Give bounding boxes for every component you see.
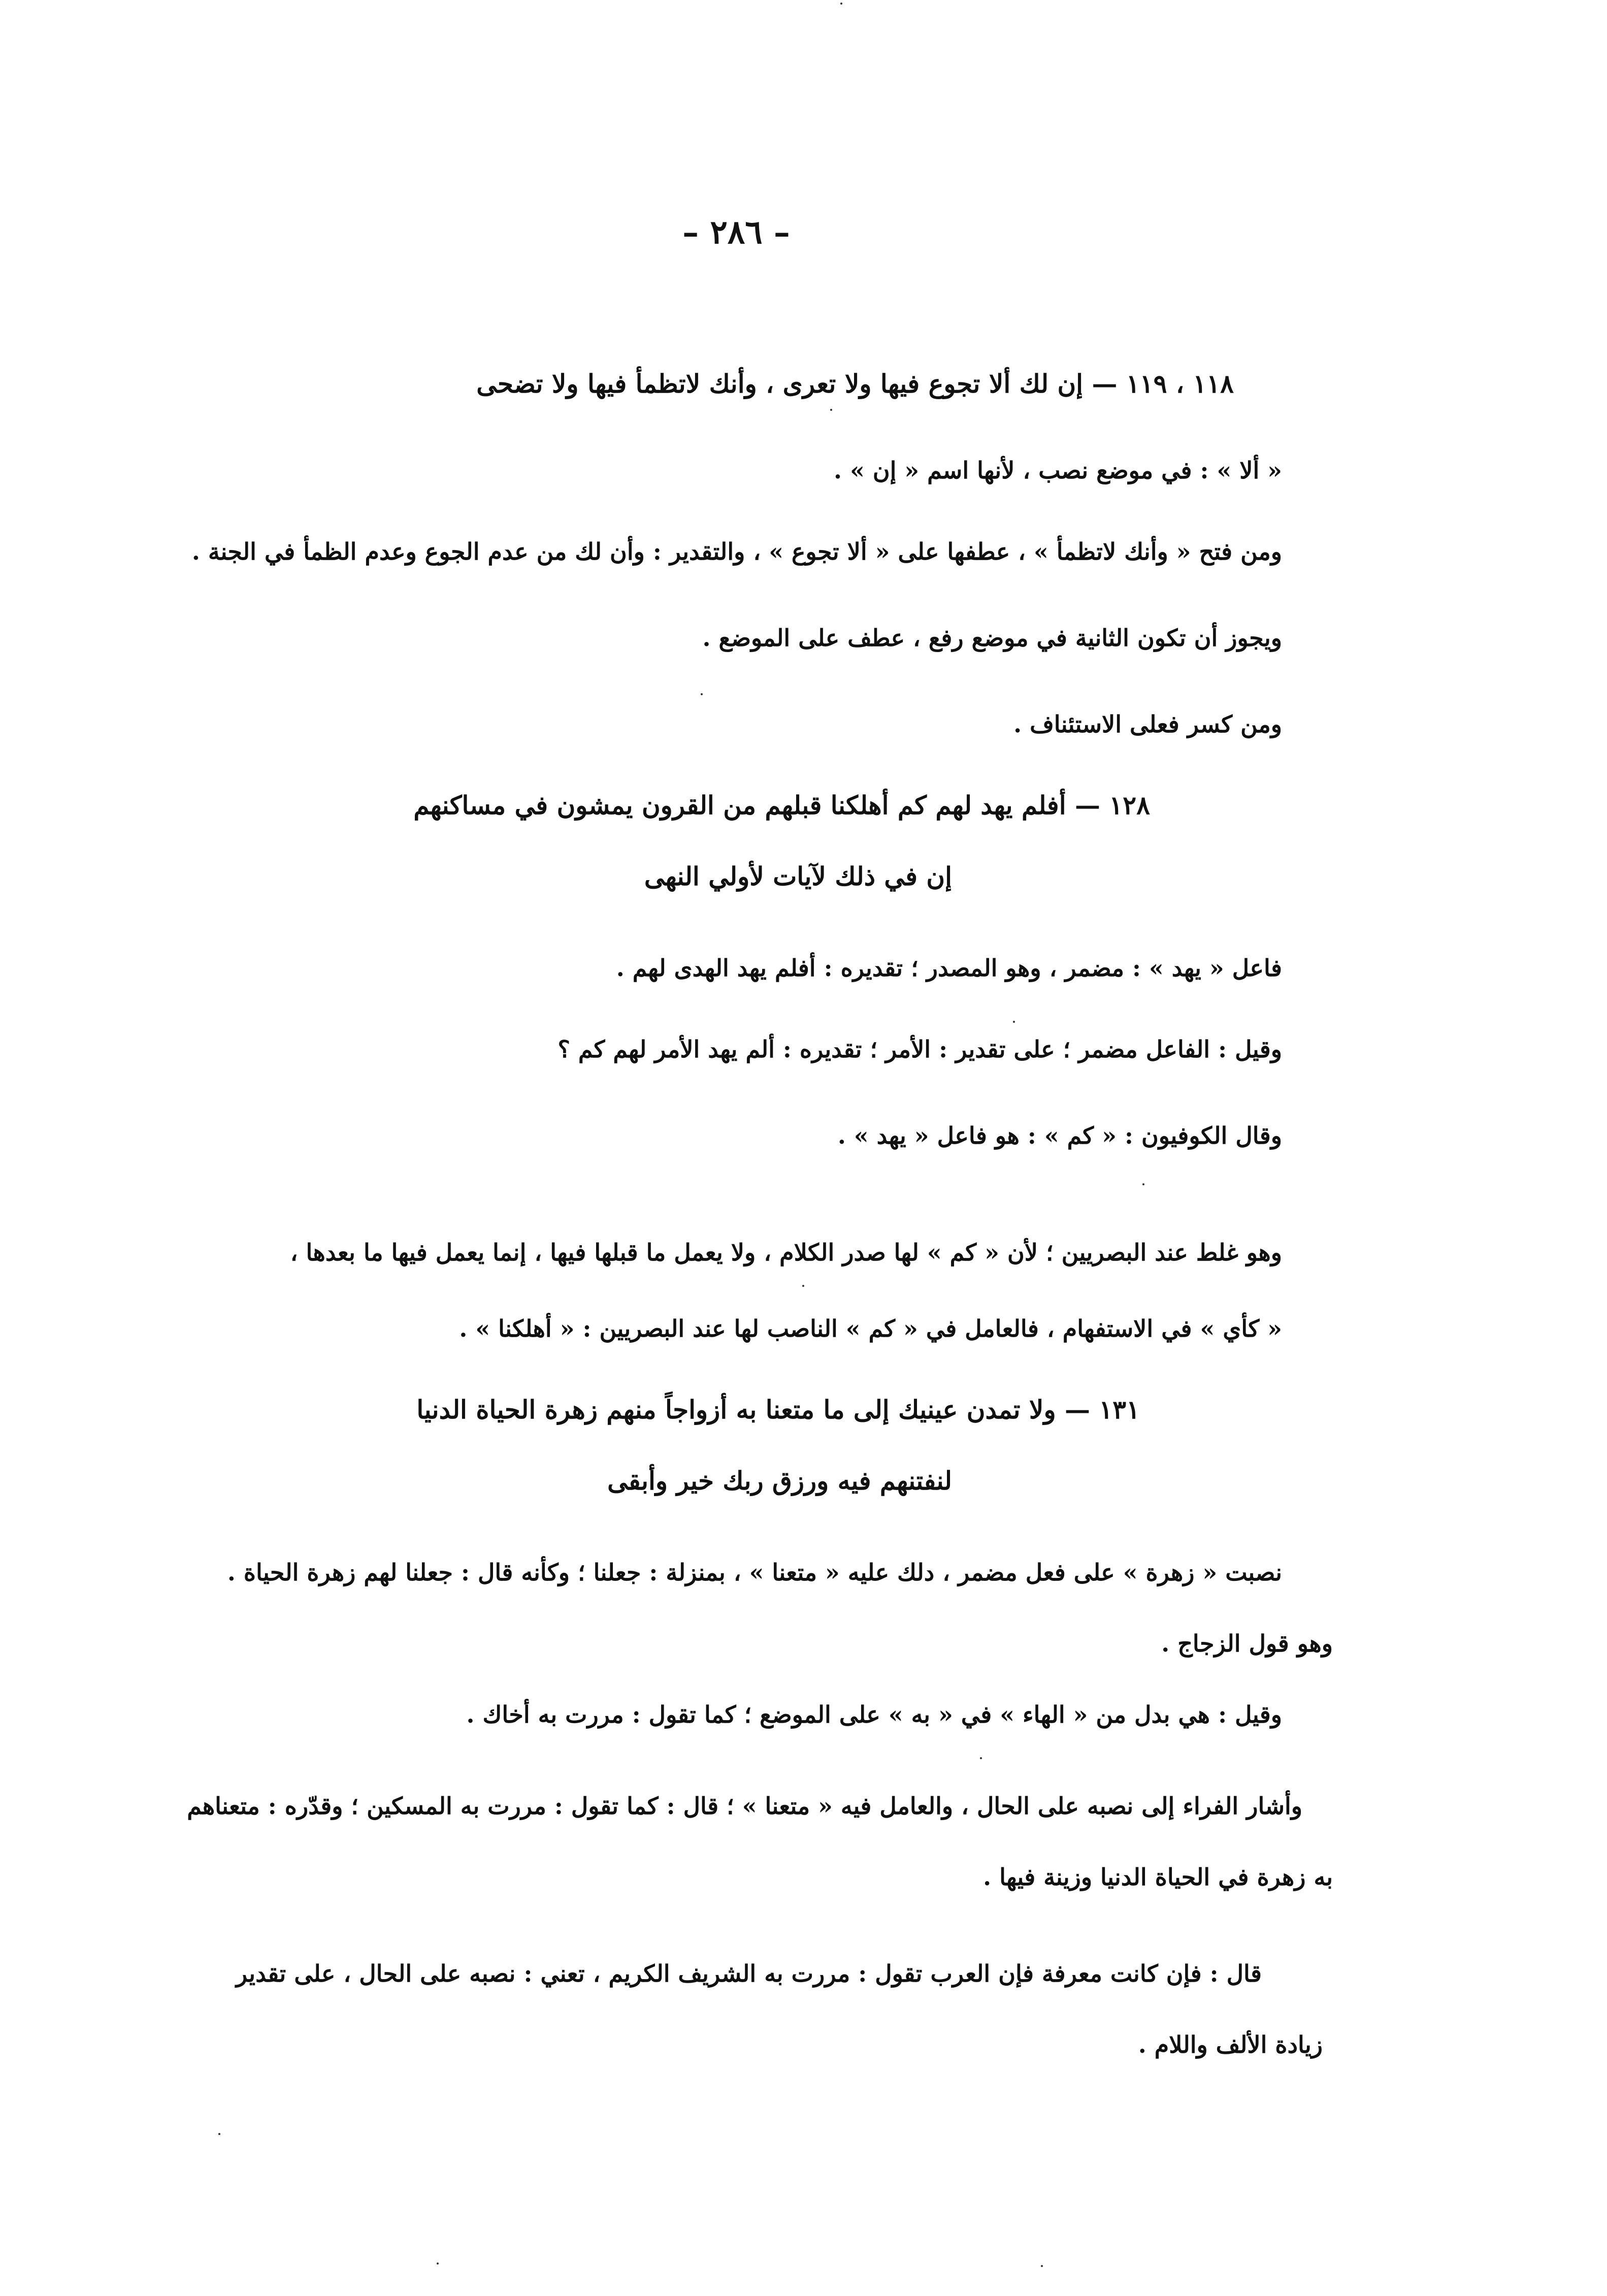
verse-128-continuation: إن في ذلك لآيات لأولي النهى	[644, 861, 952, 891]
paragraph-line: فاعل « يهد » : مضمر ، وهو المصدر ؛ تقديره : أفلم يهد الهدى لهم .	[616, 954, 1282, 982]
verse-128: ١٢٨ — أفلم يهد لهم كم أهلكنا قبلهم من القرون يمشون في مساكنهم	[413, 790, 1150, 820]
verse-131-continuation: لنفتنهم فيه ورزق ربك خير وأبقى	[607, 1466, 952, 1496]
paragraph-line: قال : فإن كانت معرفة فإن العرب تقول : مررت به الشريف الكريم ، تعني : نصبه على الحال ، على تقدير	[236, 1960, 1262, 1987]
scan-speck	[701, 693, 703, 695]
paragraph-line: به زهرة في الحياة الدنيا وزينة فيها .	[983, 1863, 1333, 1891]
verse-131: ١٣١ — ولا تمدن عينيك إلى ما متعنا به أزواجاً منهم زهرة الحياة الدنيا	[416, 1395, 1140, 1425]
scan-speck	[1041, 2265, 1043, 2267]
scan-speck	[218, 2133, 220, 2135]
paragraph-line: زيادة الألف واللام .	[1138, 2031, 1323, 2058]
paragraph-line: وأشار الفراء إلى نصبه على الحال ، والعامل فيه « متعنا » ؛ قال : كما تقول : مررت به المسكين ؛ وقدّره : متعناهم	[187, 1792, 1302, 1820]
verse-118-119: ١١٨ ، ١١٩ — إن لك ألا تجوع فيها ولا تعرى ، وأنك لاتظمأ فيها ولا تضحى	[476, 369, 1234, 399]
scan-speck	[980, 1757, 982, 1759]
paragraph-line: وقيل : هي بدل من « الهاء » في « به » على الموضع ؛ كما تقول : مررت به أخاك .	[466, 1701, 1282, 1728]
paragraph-line: وقيل : الفاعل مضمر ؛ على تقدير : الأمر ؛ تقديره : ألم يهد الأمر لهم كم ؟	[557, 1036, 1282, 1063]
paragraph-line: نصبت « زهرة » على فعل مضمر ، دلك عليه « متعنا » ، بمنزلة : جعلنا ؛ وكأنه قال : جعلنا لهم زهرة الحياة .	[227, 1559, 1282, 1586]
scan-speck	[437, 2262, 439, 2265]
paragraph-line: وهو غلط عند البصريين ؛ لأن « كم » لها صدر الكلام ، ولا يعمل ما قبلها فيها ، إنما يعمل فيها ما بعدها ،	[290, 1239, 1282, 1266]
paragraph-line: وقال الكوفيون : « كم » : هو فاعل « يهد » .	[837, 1122, 1282, 1149]
paragraph-line: ويجوز أن تكون الثانية في موضع رفع ، عطف على الموضع .	[702, 624, 1282, 652]
paragraph-line: وهو قول الزجاج .	[1161, 1630, 1333, 1657]
scan-speck	[840, 3, 842, 5]
scan-speck	[1013, 1021, 1015, 1023]
scan-speck	[830, 409, 832, 411]
scan-speck	[1142, 1183, 1144, 1185]
scan-speck	[802, 1285, 804, 1287]
paragraph-line: ومن فتح « وأنك لاتظمأ » ، عطفها على « ألا تجوع » ، والتقدير : وأن لك من عدم الجوع وعدم الظمأ في الجنة .	[191, 538, 1282, 565]
paragraph-line: « ألا » : في موضع نصب ، لأنها اسم « إن » .	[834, 457, 1282, 484]
paragraph-line: ومن كسر فعلى الاستئناف .	[1013, 710, 1282, 738]
paragraph-line: « كأي » في الاستفهام ، فالعامل في « كم » الناصب لها عند البصريين : « أهلكنا » .	[459, 1315, 1282, 1342]
page-number: – ٢٨٦ –	[682, 213, 790, 251]
